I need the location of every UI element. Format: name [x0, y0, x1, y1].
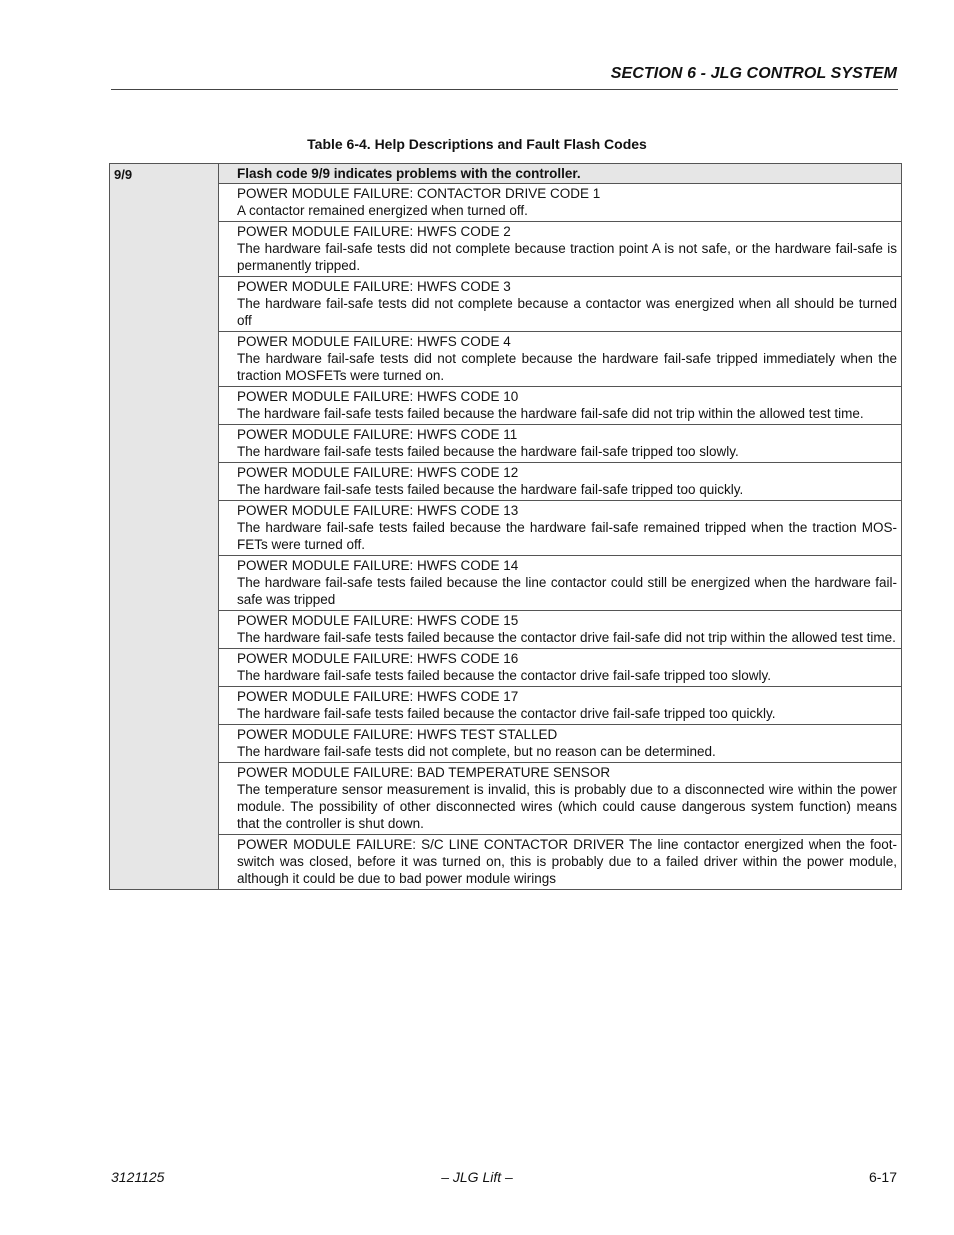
fault-title: POWER MODULE FAILURE: HWFS CODE 10 — [237, 389, 519, 404]
fault-description-cell — [219, 763, 902, 835]
fault-description: The hardware fail-safe tests failed because the contactor drive fail-safe tripped too quickly. — [237, 706, 776, 721]
fault-title: POWER MODULE FAILURE: HWFS TEST STALLED — [237, 727, 558, 742]
fault-title: POWER MODULE FAILURE: HWFS CODE 15 — [237, 613, 519, 628]
table-row — [110, 763, 902, 835]
header-divider — [111, 89, 898, 90]
document-number: 3121125 — [111, 1169, 165, 1185]
fault-description-cell — [219, 332, 902, 387]
table-row — [110, 425, 902, 463]
table-row — [110, 835, 902, 890]
fault-title: POWER MODULE FAILURE: HWFS CODE 2 — [237, 224, 511, 239]
fault-description: The hardware fail-safe tests failed because the line contactor could still be energized when the hardware fail-safe was tripped — [237, 575, 897, 607]
flash-code-heading: Flash code 9/9 indicates problems with the controller. — [219, 164, 902, 184]
table-row — [110, 649, 902, 687]
fault-description: The line contactor energized when the foot-switch was closed, before it was turned on, this is probably due to a failed driver within the power module, although it could be due to bad power module wirings — [237, 837, 897, 886]
fault-description: The hardware fail-safe tests failed because the contactor drive fail-safe did not trip within the allowed test time. — [237, 630, 896, 645]
table-caption: Table 6-4. Help Descriptions and Fault Flash Codes — [307, 136, 647, 152]
fault-description-cell — [219, 725, 902, 763]
fault-description-cell — [219, 222, 902, 277]
fault-title: POWER MODULE FAILURE: HWFS CODE 14 — [237, 558, 519, 573]
fault-description-cell — [219, 556, 902, 611]
table-row — [110, 222, 902, 277]
fault-title: POWER MODULE FAILURE: HWFS CODE 3 — [237, 279, 511, 294]
fault-title: POWER MODULE FAILURE: HWFS CODE 13 — [237, 503, 519, 518]
fault-description: The hardware fail-safe tests failed because the hardware fail-safe remained tripped when the traction MOS-FETs were turned off. — [237, 520, 897, 552]
fault-description-cell — [219, 611, 902, 649]
fault-description-cell — [219, 184, 902, 222]
fault-description-cell — [219, 387, 902, 425]
table-row — [110, 332, 902, 387]
fault-title: POWER MODULE FAILURE: S/C LINE CONTACTOR DRIVER — [237, 837, 625, 852]
fault-title: POWER MODULE FAILURE: HWFS CODE 4 — [237, 334, 511, 349]
table-row — [110, 501, 902, 556]
fault-description-cell — [219, 835, 902, 890]
fault-title: POWER MODULE FAILURE: BAD TEMPERATURE SENSOR — [237, 765, 611, 780]
table-row — [110, 463, 902, 501]
fault-description: The hardware fail-safe tests failed because the hardware fail-safe tripped too quickly. — [237, 482, 744, 497]
fault-title: POWER MODULE FAILURE: HWFS CODE 17 — [237, 689, 519, 704]
fault-description-cell — [219, 687, 902, 725]
fault-description-cell — [219, 649, 902, 687]
fault-description-cell — [219, 425, 902, 463]
fault-description: The temperature sensor measurement is invalid, this is probably due to a disconnected wire within the power module. The possibility of other disconnected wires (which could cause dangerous system function) means that the controller is shut down. — [237, 782, 897, 831]
footer-brand: – JLG Lift – — [441, 1169, 513, 1185]
fault-description: The hardware fail-safe tests failed because the hardware fail-safe did not trip within the allowed test time. — [237, 406, 864, 421]
fault-title: POWER MODULE FAILURE: HWFS CODE 16 — [237, 651, 519, 666]
fault-description-cell — [219, 463, 902, 501]
fault-description: The hardware fail-safe tests did not complete, but no reason can be determined. — [237, 744, 716, 759]
table-row — [110, 277, 902, 332]
fault-description: The hardware fail-safe tests did not complete because the hardware fail-safe tripped immediately when the traction MOSFETs were turned on. — [237, 351, 897, 383]
table-row — [110, 611, 902, 649]
fault-title: POWER MODULE FAILURE: HWFS CODE 12 — [237, 465, 519, 480]
fault-description: The hardware fail-safe tests failed because the hardware fail-safe tripped too slowly. — [237, 444, 739, 459]
fault-title: POWER MODULE FAILURE: CONTACTOR DRIVE CODE 1 — [237, 186, 601, 201]
table-row — [110, 556, 902, 611]
table-header-row — [110, 164, 902, 184]
fault-description-cell — [219, 501, 902, 556]
fault-description: The hardware fail-safe tests did not complete because a contactor was energized when all should be turned off — [237, 296, 897, 328]
fault-code-table — [109, 163, 902, 890]
fault-title: POWER MODULE FAILURE: HWFS CODE 11 — [237, 427, 518, 442]
fault-description-cell — [219, 277, 902, 332]
fault-description: The hardware fail-safe tests did not complete because traction point A is not safe, or the hardware fail-safe is permanently tripped. — [237, 241, 897, 273]
flash-code-cell: 9/9 — [110, 164, 219, 890]
table-row — [110, 184, 902, 222]
fault-description: The hardware fail-safe tests failed because the contactor drive fail-safe tripped too slowly. — [237, 668, 772, 683]
section-title: SECTION 6 - JLG CONTROL SYSTEM — [610, 65, 897, 82]
table-row — [110, 725, 902, 763]
page-number: 6-17 — [868, 1169, 897, 1185]
table-row — [110, 387, 902, 425]
fault-description: A contactor remained energized when turned off. — [237, 203, 528, 218]
table-row — [110, 687, 902, 725]
